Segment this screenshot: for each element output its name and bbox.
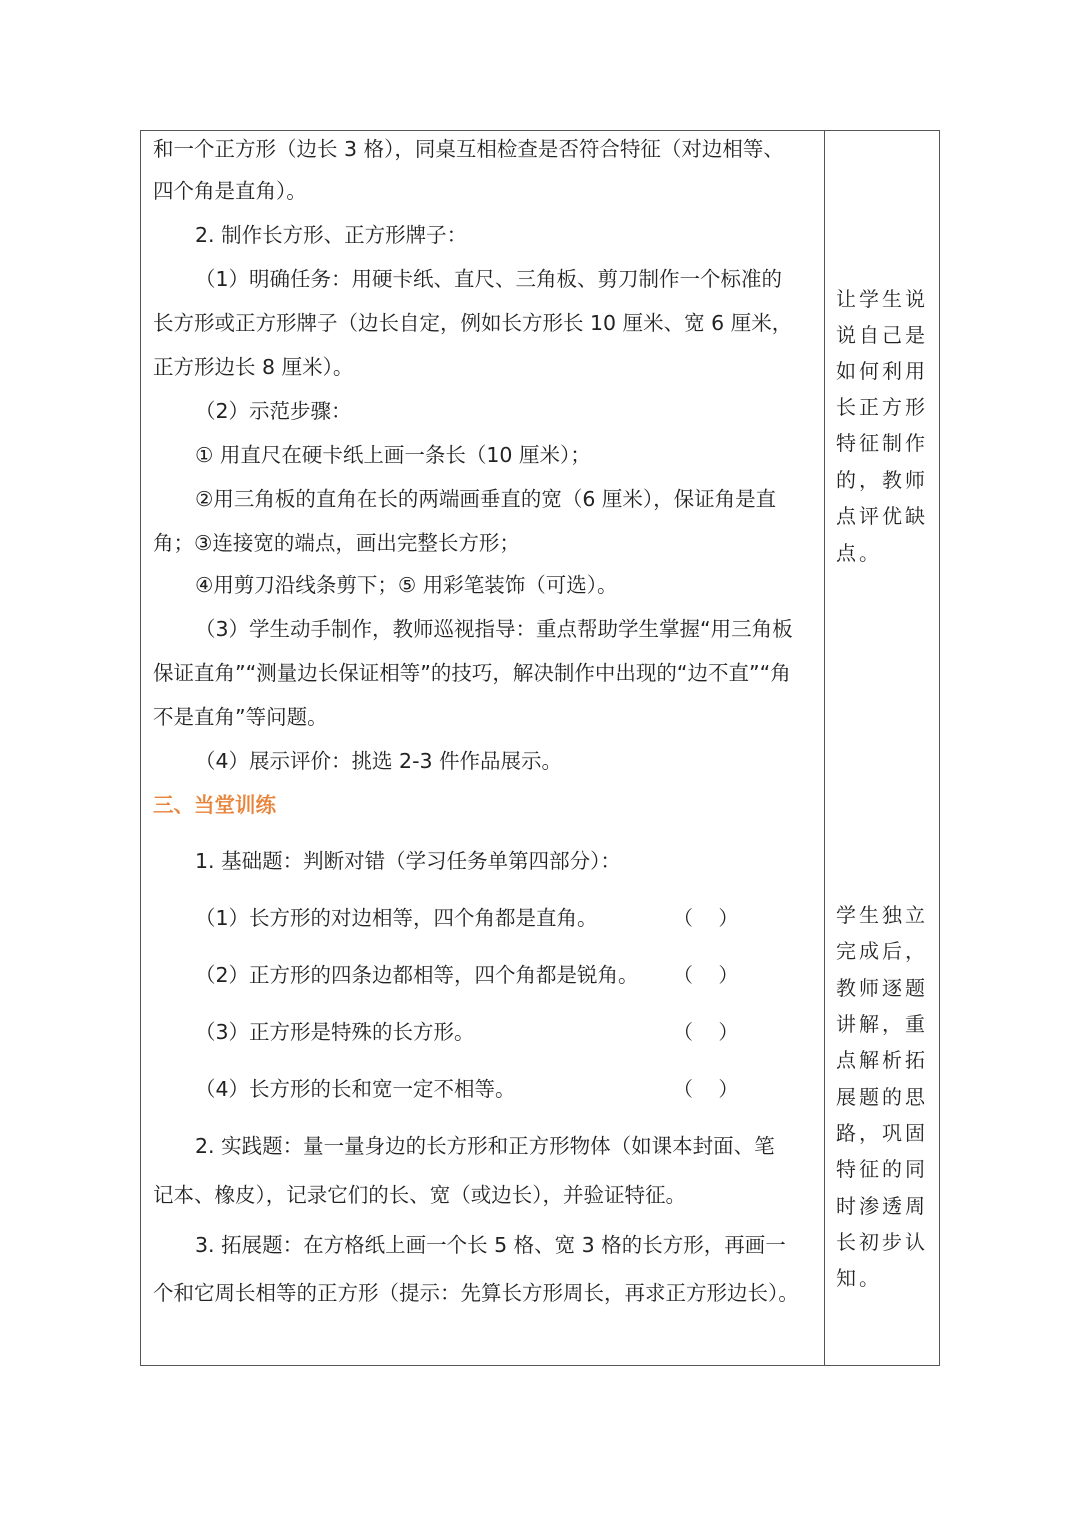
question-line: （4）长方形的长和宽一定不相等。 xyxy=(195,1077,516,1101)
text-line: ① 用直尺在硬卡纸上画一条长（10 厘米）； xyxy=(195,443,591,467)
note-line: 教师逐题 xyxy=(836,976,928,1000)
column-divider xyxy=(824,131,825,1365)
answer-blank[interactable]: （ ） xyxy=(673,1077,739,1101)
note-line: 展题的思 xyxy=(836,1085,928,1109)
note-line: 时渗透周 xyxy=(836,1194,928,1218)
question-line: （3）正方形是特殊的长方形。 xyxy=(195,1020,475,1044)
text-line: （1）明确任务：用硬卡纸、直尺、三角板、剪刀制作一个标准的 xyxy=(195,267,783,291)
text-line: 正方形边长 8 厘米）。 xyxy=(153,355,354,379)
text-line: 2. 制作长方形、正方形牌子： xyxy=(195,223,468,247)
text-line: 记本、橡皮），记录它们的长、宽（或边长），并验证特征。 xyxy=(153,1183,686,1207)
note-line: 点。 xyxy=(836,541,882,565)
note-line: 说自己是 xyxy=(836,323,928,347)
text-line: （3）学生动手制作，教师巡视指导：重点帮助学生掌握“用三角板 xyxy=(195,617,793,641)
text-line: （2）示范步骤： xyxy=(195,399,352,423)
text-line: 长方形或正方形牌子（边长自定，例如长方形长 10 厘米、宽 6 厘米， xyxy=(153,311,793,335)
question-line: （2）正方形的四条边都相等，四个角都是锐角。 xyxy=(195,963,639,987)
note-line: 长初步认 xyxy=(836,1230,928,1254)
text-line: 2. 实践题：量一量身边的长方形和正方形物体（如课本封面、笔 xyxy=(195,1134,775,1158)
note-line: 知。 xyxy=(836,1266,882,1290)
answer-blank[interactable]: （ ） xyxy=(673,906,739,930)
note-line: 点解析拓 xyxy=(836,1048,928,1072)
text-line: 四个角是直角）。 xyxy=(153,179,307,203)
text-line: ④用剪刀沿线条剪下；⑤ 用彩笔装饰（可选）。 xyxy=(195,573,618,597)
answer-blank[interactable]: （ ） xyxy=(673,963,739,987)
note-line: 如何利用 xyxy=(836,359,928,383)
text-line: 个和它周长相等的正方形（提示：先算长方形周长，再求正方形边长）。 xyxy=(153,1281,799,1305)
text-line: 不是直角”等问题。 xyxy=(153,705,328,729)
note-line: 特征的同 xyxy=(836,1157,928,1181)
section-heading: 三、当堂训练 xyxy=(153,793,276,817)
note-line: 特征制作 xyxy=(836,431,928,455)
text-line: 1. 基础题：判断对错（学习任务单第四部分）： xyxy=(195,849,621,873)
design-intent-cell xyxy=(826,131,939,1365)
lesson-table xyxy=(140,130,940,1366)
note-line: 让学生说 xyxy=(836,287,928,311)
note-line: 长正方形 xyxy=(836,395,928,419)
note-line: 完成后， xyxy=(836,939,928,963)
text-line: 3. 拓展题：在方格纸上画一个长 5 格、宽 3 格的长方形，再画一 xyxy=(195,1233,786,1257)
question-line: （1）长方形的对边相等，四个角都是直角。 xyxy=(195,906,598,930)
note-line: 学生独立 xyxy=(836,903,928,927)
text-line: 保证直角”“测量边长保证相等”的技巧，解决制作中出现的“边不直”“角 xyxy=(153,661,791,685)
note-line: 讲解，重 xyxy=(836,1012,928,1036)
text-line: 角；③连接宽的端点，画出完整长方形； xyxy=(153,531,520,555)
note-line: 的，教师 xyxy=(836,468,928,492)
text-line: （4）展示评价：挑选 2-3 件作品展示。 xyxy=(195,749,563,773)
note-line: 点评优缺 xyxy=(836,504,928,528)
text-line: 和一个正方形（边长 3 格），同桌互相检查是否符合特征（对边相等、 xyxy=(153,137,784,161)
process-cell xyxy=(141,131,824,1365)
answer-blank[interactable]: （ ） xyxy=(673,1020,739,1044)
text-line: ②用三角板的直角在长的两端画垂直的宽（6 厘米），保证角是直 xyxy=(195,487,777,511)
note-line: 路，巩固 xyxy=(836,1121,928,1145)
